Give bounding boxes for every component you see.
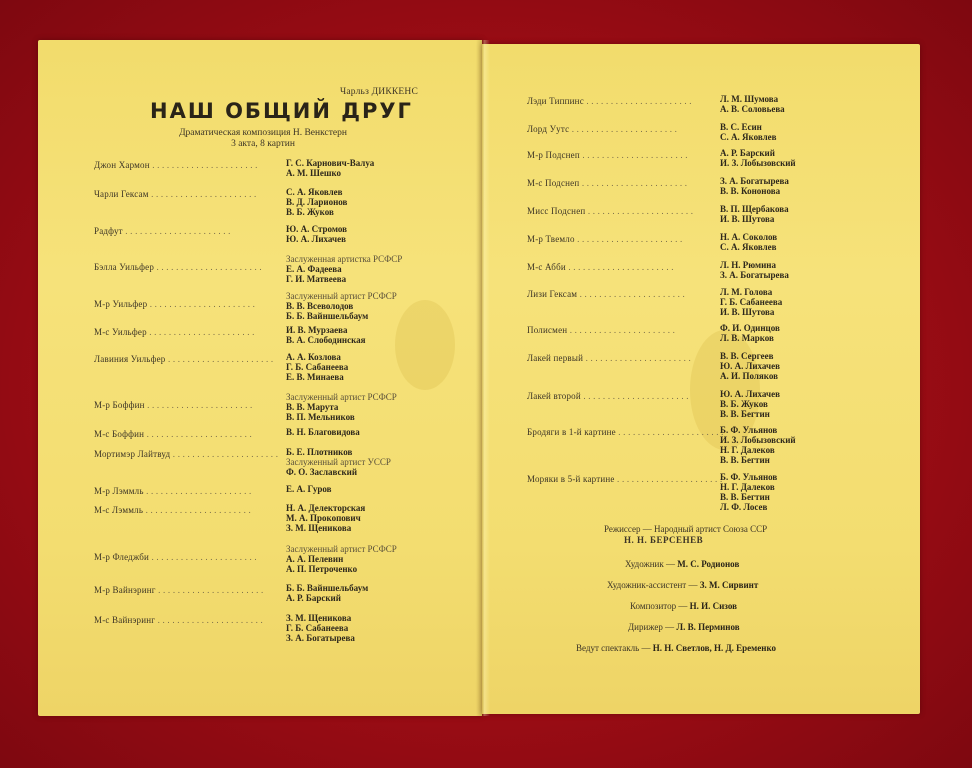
role-name xyxy=(94,552,274,562)
role-name xyxy=(527,474,723,484)
role-label: Джон Хармон xyxy=(94,160,150,170)
actor-name: Ю. А. Лихачев xyxy=(286,234,346,244)
actor-name: А. А. Пелевин xyxy=(286,554,344,564)
role-label: Мортимэр Лайтвуд xyxy=(94,449,171,459)
role-label: Мисс Подснеп xyxy=(527,206,586,216)
role-name xyxy=(527,150,707,160)
actor-name: Е. А. Гуров xyxy=(286,484,332,494)
actor-name: И. В. Мурзаева xyxy=(286,325,348,335)
designer-credit xyxy=(625,559,739,569)
stage-name: Н. Н. Светлов, Н. Д. Еременко xyxy=(652,643,777,653)
actor-group xyxy=(286,613,355,643)
actor-group xyxy=(286,352,348,382)
role-label: Моряки в 5-й картине xyxy=(527,474,615,484)
actor-name: Б. Е. Плотников xyxy=(286,447,353,457)
role-label: М-р Боффин xyxy=(94,400,145,410)
leader-dots: . . . . . . . . . . . . . . . . . . . . . . xyxy=(143,505,251,515)
actor-name: В. А. Слободинская xyxy=(286,335,366,345)
actor-group xyxy=(720,351,780,381)
leader-dots: . . . . . . . . . . . . . . . . . . . . . . xyxy=(615,427,724,437)
actor-group xyxy=(720,323,780,343)
actor-name: Л. М. Голова xyxy=(720,287,773,297)
role-label: М-с Уильфер xyxy=(94,327,147,337)
actor-name: Н. Г. Далеков xyxy=(720,445,775,455)
actor-group xyxy=(720,389,780,419)
play-title: НАШ ОБЩИЙ ДРУГ xyxy=(150,99,413,123)
role-label: Лэди Типпинс xyxy=(527,96,584,106)
leader-dots: . . . . . . . . . . . . . . . . . . . . . . xyxy=(583,96,692,106)
play-subtitle xyxy=(168,128,358,150)
author: Чарльз ДИККЕНС xyxy=(340,87,419,97)
role-name xyxy=(94,449,279,459)
actor-group xyxy=(720,472,777,512)
conductor-name: Л. В. Перминов xyxy=(676,622,740,632)
actor-name: Ю. А. Лихачев xyxy=(720,389,780,399)
role-name xyxy=(94,226,274,236)
role-name xyxy=(94,189,274,199)
actor-name: А. В. Соловьева xyxy=(720,104,785,114)
honorific-title: Заслуженный артист УССР xyxy=(286,457,391,467)
role-label: М-с Абби xyxy=(527,262,566,272)
honorific-title: Заслуженный артист РСФСР xyxy=(286,544,397,554)
role-name xyxy=(527,289,707,299)
actor-name: В. П. Мельников xyxy=(286,412,355,422)
leader-dots: . . . . . . . . . . . . . . . . . . . . . . xyxy=(147,299,256,309)
actor-group xyxy=(286,224,347,244)
actor-group xyxy=(286,427,360,437)
role-label: Лорд Уутс xyxy=(527,124,570,134)
actor-name: А. А. Козлова xyxy=(286,352,341,362)
actor-name: А. П. Петроченко xyxy=(286,564,358,574)
actor-name: Н. Г. Далеков xyxy=(720,482,775,492)
role-label: М-р Вайнэринг xyxy=(94,585,156,595)
actor-group xyxy=(286,187,347,217)
director-name: Н. Н. БЕРСЕНЕВ xyxy=(624,535,704,545)
actor-group xyxy=(286,503,365,533)
role-label: Бэлла Уильфер xyxy=(94,262,155,272)
leader-dots: . . . . . . . . . . . . . . . . . . . . . . xyxy=(122,226,231,236)
role-name xyxy=(527,206,707,216)
actor-name: В. Н. Благовидова xyxy=(286,427,360,437)
leader-dots: . . . . . . . . . . . . . . . . . . . . . . xyxy=(144,429,252,439)
actor-name: И. З. Лобызовский xyxy=(720,158,796,168)
stage-manager-credit xyxy=(576,643,776,653)
actor-name: З. А. Богатырева xyxy=(720,176,789,186)
stage-label: Ведут спектакль — xyxy=(576,643,651,653)
role-name xyxy=(94,327,274,337)
actor-name: В. В. Бегтин xyxy=(720,409,770,419)
actor-group xyxy=(286,291,397,321)
actor-group xyxy=(286,544,397,574)
actor-name: Л. Ф. Лосев xyxy=(720,502,768,512)
actor-name: Ю. А. Лихачев xyxy=(720,361,780,371)
leader-dots: . . . . . . . . . . . . . . . . . . . . . . xyxy=(148,189,257,199)
actor-name: В. В. Марута xyxy=(286,402,339,412)
leader-dots: . . . . . . . . . . . . . . . . . . . . . . xyxy=(149,552,257,562)
role-name xyxy=(94,400,274,410)
actor-group xyxy=(720,176,789,196)
role-label: М-р Подснеп xyxy=(527,150,580,160)
leader-dots: . . . . . . . . . . . . . . . . . . . . . . xyxy=(569,124,678,134)
actor-name: А. М. Шешко xyxy=(286,168,342,178)
actor-name: З. А. Богатырева xyxy=(720,270,789,280)
actor-group xyxy=(720,425,796,465)
leader-dots: . . . . . . . . . . . . . . . . . . . . . . xyxy=(580,391,689,401)
role-label: М-с Боффин xyxy=(94,429,145,439)
actor-group xyxy=(286,484,332,494)
role-name xyxy=(94,486,274,496)
actor-name: А. Р. Барский xyxy=(720,148,775,158)
actor-name: Н. А. Делекторская xyxy=(286,503,366,513)
assistant-credit xyxy=(607,580,758,590)
actor-group xyxy=(286,392,397,422)
actor-group xyxy=(286,158,374,178)
role-name xyxy=(94,262,274,272)
role-label: Чарли Гексам xyxy=(94,189,149,199)
actor-name: А. И. Поляков xyxy=(720,371,779,381)
actor-name: Б. Ф. Ульянов xyxy=(720,472,778,482)
role-name xyxy=(527,178,707,188)
leader-dots: . . . . . . . . . . . . . . . . . . . . . . xyxy=(579,150,688,160)
actor-group xyxy=(720,94,785,114)
role-name xyxy=(94,429,274,439)
leader-dots: . . . . . . . . . . . . . . . . . . . . . . xyxy=(585,206,694,216)
role-name xyxy=(527,234,707,244)
actor-name: Л. Н. Рюмина xyxy=(720,260,776,270)
actor-group xyxy=(286,583,368,603)
assistant-name: З. М. Сирвинт xyxy=(699,580,759,590)
leader-dots: . . . . . . . . . . . . . . . . . . . . . . xyxy=(567,325,676,335)
leader-dots: . . . . . . . . . . . . . . . . . . . . . . xyxy=(583,353,691,363)
actor-name: З. М. Щеникова xyxy=(286,613,352,623)
conductor-credit xyxy=(628,622,740,632)
actor-name: В. В. Всеволодов xyxy=(286,301,354,311)
actor-name: Г. И. Матвеева xyxy=(286,274,347,284)
designer-name: М. С. Родионов xyxy=(677,559,740,569)
actor-name: Г. Б. Сабанеева xyxy=(286,362,349,372)
role-name xyxy=(527,262,707,272)
role-name xyxy=(527,353,707,363)
actor-name: И. З. Лобызовский xyxy=(720,435,796,445)
role-name xyxy=(527,96,707,106)
actor-name: Б. Ф. Ульянов xyxy=(720,425,778,435)
subtitle-line: Драматическая композиция Н. Венкстерн xyxy=(179,128,347,138)
actor-name: И. В. Шутова xyxy=(720,307,775,317)
actor-name: В. В. Бегтин xyxy=(720,455,770,465)
actor-name: С. А. Яковлев xyxy=(720,242,777,252)
page-fold xyxy=(476,40,490,716)
actor-name: С. А. Яковлев xyxy=(286,187,343,197)
leader-dots: . . . . . . . . . . . . . . . . . . . . . . xyxy=(149,160,258,170)
honorific-title: Заслуженная артистка РСФСР xyxy=(286,254,403,264)
leader-dots: . . . . . . . . . . . . . . . . . . . . . . xyxy=(146,327,255,337)
role-name xyxy=(94,299,274,309)
actor-name: В. В. Бегтин xyxy=(720,492,770,502)
leader-dots: . . . . . . . . . . . . . . . . . . . . . . xyxy=(577,289,686,299)
paper-stain xyxy=(395,300,455,390)
actor-name: В. С. Есин xyxy=(720,122,762,132)
actor-name: В. Д. Ларионов xyxy=(286,197,348,207)
actor-name: З. А. Богатырева xyxy=(286,633,355,643)
role-name xyxy=(527,325,707,335)
role-name xyxy=(527,391,707,401)
role-label: Лавиния Уильфер xyxy=(94,354,166,364)
leader-dots: . . . . . . . . . . . . . . . . . . . . . . xyxy=(614,474,723,484)
honorific-title: Заслуженный артист РСФСР xyxy=(286,392,397,402)
leader-dots: . . . . . . . . . . . . . . . . . . . . . . xyxy=(579,178,688,188)
actor-group xyxy=(286,447,391,477)
role-label: Лакей второй xyxy=(527,391,581,401)
actor-group xyxy=(286,325,366,345)
actor-group xyxy=(720,148,796,168)
assistant-label: Художник-ассистент — xyxy=(607,580,698,590)
actor-name: В. Б. Жуков xyxy=(720,399,768,409)
actor-name: Г. С. Карнович-Валуа xyxy=(286,158,375,168)
leader-dots: . . . . . . . . . . . . . . . . . . . . . . xyxy=(144,400,253,410)
actor-group xyxy=(720,204,789,224)
leader-dots: . . . . . . . . . . . . . . . . . . . . . . xyxy=(170,449,279,459)
actor-group xyxy=(720,260,789,280)
actor-name: Б. Б. Вайншельбаум xyxy=(286,311,369,321)
role-label: М-р Уильфер xyxy=(94,299,148,309)
leader-dots: . . . . . . . . . . . . . . . . . . . . . . xyxy=(155,615,263,625)
role-label: Радфут xyxy=(94,226,123,236)
director-label: Режиссер — Народный артист Союза ССР xyxy=(604,524,768,534)
actor-name: Б. Б. Вайншельбаум xyxy=(286,583,369,593)
role-name xyxy=(94,615,274,625)
actor-name: Ф. О. Заславский xyxy=(286,467,358,477)
leader-dots: . . . . . . . . . . . . . . . . . . . . . . xyxy=(154,262,262,272)
role-name xyxy=(527,124,707,134)
role-label: Лизи Гексам xyxy=(527,289,578,299)
role-name xyxy=(94,585,274,595)
leader-dots: . . . . . . . . . . . . . . . . . . . . . . xyxy=(165,354,274,364)
role-label: М-р Твемло xyxy=(527,234,575,244)
leader-dots: . . . . . . . . . . . . . . . . . . . . . . xyxy=(143,486,252,496)
director-credit xyxy=(604,524,767,534)
role-label: Бродяги в 1-й картине xyxy=(527,427,616,437)
role-label: М-р Фледжби xyxy=(94,552,150,562)
actor-name: Г. Б. Сабанеева xyxy=(720,297,783,307)
actor-name: С. А. Яковлев xyxy=(720,132,777,142)
actor-group xyxy=(286,254,402,284)
actor-group xyxy=(720,287,782,317)
actor-name: Ф. И. Одинцов xyxy=(720,323,780,333)
actor-name: Л. В. Марков xyxy=(720,333,774,343)
leader-dots: . . . . . . . . . . . . . . . . . . . . . . xyxy=(574,234,683,244)
actor-name: Л. М. Шумова xyxy=(720,94,779,104)
role-name xyxy=(94,160,274,170)
actor-name: И. В. Шутова xyxy=(720,214,775,224)
actor-name: В. Б. Жуков xyxy=(286,207,334,217)
actor-name: Ю. А. Стромов xyxy=(286,224,348,234)
role-label: Лакей первый xyxy=(527,353,584,363)
role-label: М-с Лэммль xyxy=(94,505,144,515)
leader-dots: . . . . . . . . . . . . . . . . . . . . . . xyxy=(565,262,674,272)
role-name xyxy=(527,427,724,437)
actor-name: В. П. Щербакова xyxy=(720,204,789,214)
composer-name: Н. И. Сизов xyxy=(689,601,737,611)
actor-group xyxy=(720,232,777,252)
actor-group xyxy=(720,122,777,142)
role-label: Полисмен xyxy=(527,325,568,335)
role-name xyxy=(94,505,274,515)
role-name xyxy=(94,354,274,364)
actor-name: Е. А. Фадеева xyxy=(286,264,342,274)
leader-dots: . . . . . . . . . . . . . . . . . . . . . . xyxy=(155,585,264,595)
actor-name: В. В. Сергеев xyxy=(720,351,774,361)
actor-name: З. М. Щеникова xyxy=(286,523,352,533)
actor-name: Н. А. Соколов xyxy=(720,232,778,242)
actor-name: В. В. Кононова xyxy=(720,186,781,196)
designer-label: Художник — xyxy=(625,559,675,569)
composer-credit xyxy=(630,601,737,611)
role-label: М-с Подснеп xyxy=(527,178,580,188)
subtitle-line: 3 акта, 8 картин xyxy=(231,139,295,149)
actor-name: А. Р. Барский xyxy=(286,593,341,603)
role-label: М-с Вайнэринг xyxy=(94,615,156,625)
conductor-label: Дирижер — xyxy=(628,622,675,632)
actor-name: М. А. Прокопович xyxy=(286,513,361,523)
actor-name: Е. В. Минаева xyxy=(286,372,344,382)
role-label: М-р Лэммль xyxy=(94,486,144,496)
actor-name: Г. Б. Сабанеева xyxy=(286,623,349,633)
honorific-title: Заслуженный артист РСФСР xyxy=(286,291,397,301)
composer-label: Композитор — xyxy=(630,601,688,611)
